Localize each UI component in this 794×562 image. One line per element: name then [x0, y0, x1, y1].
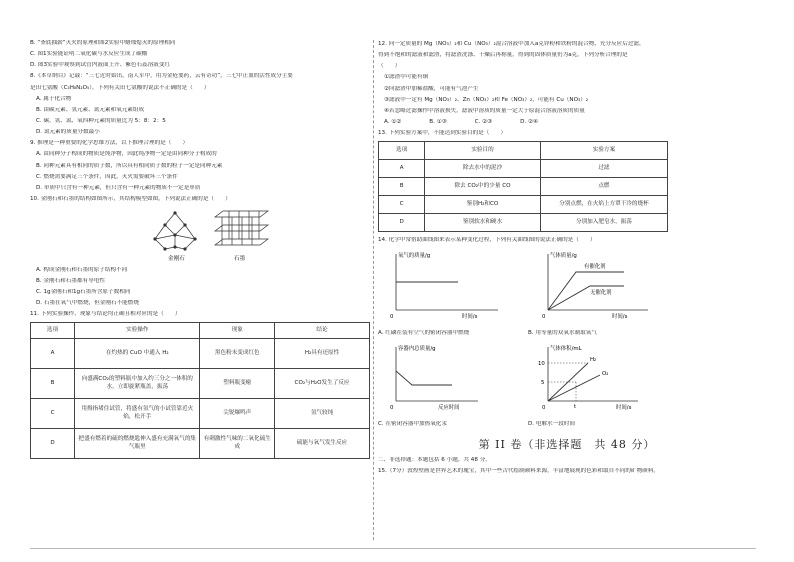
- section-intro: 二、非选择题：本题包括 6 小题，共 48 分。: [378, 456, 491, 463]
- section-title: 第 II 卷（非选择题 共 48 分）: [478, 438, 656, 451]
- tick-label: 5: [541, 380, 545, 387]
- graphite-label: 石墨: [234, 256, 246, 263]
- section-two: [378, 436, 756, 479]
- option-c: C. 1g金刚石和1g石墨所含原子数相同: [36, 288, 131, 295]
- table-cell: B: [31, 369, 75, 399]
- table-cell: 氢气较纯: [275, 399, 370, 429]
- answer-choices: A. ①② B. ①③ C. ②③ D. ②④: [384, 118, 539, 125]
- table-cell: 过滤: [540, 160, 667, 178]
- question-stem: 是田七氨酸（C₅H₈N₂O₅），下列有关田七氨酸的说法不正确的是（ ）: [30, 84, 210, 91]
- question-13: [378, 130, 756, 232]
- question-8: [30, 73, 370, 136]
- x-axis-label: 反应时间: [438, 405, 460, 412]
- table-cell: 分别加入肥皂水，振荡: [540, 214, 667, 232]
- table-cell: 黑色粉末变成红色: [200, 339, 275, 369]
- series-label: 无催化剂: [590, 290, 612, 297]
- text-line: D. 图3实验中观察到试管内液面上升、紫色石蕊溶液变红: [30, 62, 171, 69]
- graph-caption: A. 红磷在装有空气的密闭容器中燃烧: [378, 329, 470, 336]
- table-header: 选项: [379, 142, 425, 160]
- table-header: 现象: [200, 323, 275, 339]
- question-14: [378, 237, 756, 432]
- table-header: 实验操作: [75, 323, 200, 339]
- graph-caption: D. 电解水一段时间: [528, 420, 576, 427]
- tick-label: t: [574, 404, 577, 411]
- table-row: [31, 369, 370, 399]
- option-c: C. 燃烧需要满足三个条件，因此，灭火需要破坏三个条件: [36, 173, 178, 180]
- table-cell: 把盛有燃着的硫的燃烧匙伸入盛有充满氧气的集气瓶里: [75, 429, 200, 459]
- table-cell: B: [379, 178, 425, 196]
- table-row: [31, 339, 370, 369]
- statement: ③滤液中一定有 Mg（NO₃）₂、Zn（NO₃）₂和 Fe（NO₃）₂，可能有 Cu（NO₃）₂: [384, 96, 589, 103]
- table-cell: C: [31, 399, 75, 429]
- table-row: [379, 160, 668, 178]
- option-b: B. 由碳元素、氢元素、氮元素和氧元素组成: [36, 106, 145, 113]
- carbon-structures-figure: [30, 207, 370, 263]
- series-line-catalyst: [548, 272, 624, 310]
- table-cell: 塑料瓶变瘪: [200, 369, 275, 399]
- question-stem: 10. 金刚石和石墨的结构如图所示，其结构模型如图，下列说法正确的是（ ）: [30, 195, 231, 202]
- experiment-table: [30, 322, 370, 459]
- origin-label: 0: [390, 314, 394, 321]
- question-stem: 9. 推理是一种重要的化学思维方法，以下推理合理的是（ ）: [30, 140, 189, 147]
- text-line: C. 图1实验能证明二氧化碳与水反应生成了碳酸: [30, 51, 148, 58]
- table-cell: D: [379, 214, 425, 232]
- plan-table: [378, 141, 668, 232]
- series-line-o2: [548, 375, 600, 401]
- table-cell: CO₂与H₂O发生了反应: [275, 369, 370, 399]
- y-axis-label: 氧气的质量/g: [398, 253, 431, 260]
- graph-caption: C. 在密闭容器中加热氧化汞: [378, 420, 447, 427]
- series-line: [396, 371, 452, 385]
- graph-d-svg: [528, 341, 678, 417]
- graphite-structure-icon: [215, 211, 268, 245]
- option-a: A. 构成金刚石和石墨的原子结构不同: [36, 266, 128, 273]
- y-axis-label: 气体质量/g: [550, 253, 577, 260]
- table-cell: D: [31, 429, 75, 459]
- statement: ②向滤渣中加稀盐酸，可能有气泡产生: [384, 85, 479, 92]
- table-cell: C: [379, 196, 425, 214]
- table-cell: 除去水中的泥沙: [425, 160, 541, 178]
- question-12: [378, 41, 756, 127]
- series-label: 有催化剂: [584, 264, 606, 271]
- table-header: 实验方案: [540, 142, 667, 160]
- option-b: B. 同种元素具有相同的质子数，所以具有相同质子数的粒子一定是同种元素: [36, 162, 223, 169]
- option-a: A. 属于化合物: [36, 95, 72, 102]
- table-cell: 鉴别H₂和CO: [425, 196, 541, 214]
- graph-b: [528, 248, 678, 341]
- graph-row-bottom: [378, 341, 678, 432]
- graph-b-svg: [528, 248, 678, 326]
- series-line-no-catalyst: [548, 286, 624, 310]
- option-d: D. 氮元素的质量分数最小: [36, 129, 100, 136]
- graph-c-svg: [378, 341, 528, 417]
- table-cell: 鉴别软水和硬水: [425, 214, 541, 232]
- right-column: [378, 40, 756, 474]
- question-stem: 14. 化学中常借助曲线图来表示某种变化过程，下列有关曲线图的说法正确的是（ ）: [378, 237, 596, 244]
- diamond-structure-icon: [153, 212, 196, 251]
- table-cell: 点燃: [540, 178, 667, 196]
- x-axis-label: 时间/s: [616, 405, 632, 412]
- question-stem: 得到不饱和的滤液和滤渣，将滤渣洗涤、干燥后再称量，得到的固体质量仍为a克。下列分析合理的是: [378, 52, 628, 59]
- question-9: [30, 140, 370, 192]
- question-stem: 13. 下列实验方案中，不能达到实验目的是（ ）: [378, 130, 507, 137]
- option-d: D. 单质中只含有一种元素，但只含有一种元素的物质不一定是单质: [36, 184, 201, 191]
- table-header: 实验目的: [425, 142, 541, 160]
- x-axis-label: 时间/s: [462, 314, 478, 321]
- left-column: [30, 40, 370, 459]
- table-cell: 除去 CO₂中的少量 CO: [425, 178, 541, 196]
- graph-a: [378, 248, 528, 341]
- table-row: [31, 429, 370, 459]
- y-axis-label: 气体体积/mL: [550, 346, 582, 353]
- question-15-stem: 15.（7分）敦煌壁画是世界艺术的瑰宝，其中一些古代绘制颜料来源，丰富地展现的色彩和取自不同的矿物颜料。: [378, 467, 659, 474]
- column-divider: [373, 40, 374, 540]
- series-label: O₂: [602, 371, 609, 378]
- question-stem: 8.《本草纲目》记载：“三七近时始出，南人军中，用为金疮要药，云有奇功”。三七中止血的活性成分主要: [30, 73, 293, 80]
- graph-a-svg: [378, 248, 528, 326]
- table-cell: 分别点燃，在火焰上方罩干冷的烧杯: [540, 196, 667, 214]
- table-header-row: [31, 323, 370, 339]
- option-d: D. 石墨在氧气中燃烧，但金刚石不能燃烧: [36, 300, 139, 307]
- series-label: H₂: [590, 357, 597, 364]
- table-header: 结论: [275, 323, 370, 339]
- table-row: [31, 399, 370, 429]
- option-a: A. 由同种分子构成的物质是纯净物，因此纯净物一定是由同种分子构成的: [36, 151, 217, 158]
- table-header: 选项: [31, 323, 75, 339]
- statement: ①滤渣中可能有铜: [384, 74, 429, 81]
- graph-caption: B. 用等量的双氧水制取氧气: [528, 329, 597, 336]
- table-cell: 硫能与氧气发生反应: [275, 429, 370, 459]
- question-stem: 12. 向一定质量的 Mg（NO₃）₂和 Cu（NO₃）₂混合溶液中加入a克锌粉和铁粉的混合物，充分反应后过滤，: [378, 41, 645, 47]
- table-row: [379, 214, 668, 232]
- table-cell: A: [31, 339, 75, 369]
- table-cell: 向盛满CO₂的塑料瓶中加入约三分之一体积的水，立即旋紧瓶盖，振荡: [75, 369, 200, 399]
- x-axis-label: 时间/s: [612, 314, 628, 321]
- table-cell: 在灼热的 CuO 中通入 H₂: [75, 339, 200, 369]
- footer-rule: [30, 548, 756, 549]
- table-row: [379, 178, 668, 196]
- origin-label: 0: [390, 405, 394, 412]
- table-cell: 尖锐爆鸣声: [200, 399, 275, 429]
- origin-label: 0: [542, 405, 546, 412]
- question-11: [30, 311, 370, 459]
- option-c: C. 碳、氢、氮、氧四种元素的质量比为 5：8：2：5: [36, 117, 166, 124]
- question-stem: 11. 下列实验操作、现象与结论均正确且相对应的是（ ）: [30, 311, 181, 318]
- origin-label: 0: [542, 314, 546, 321]
- question-stem: （ ）: [378, 63, 401, 70]
- table-header-row: [379, 142, 668, 160]
- statement: ④若忽略过滤操作中溶液损失，滤液中溶质的质量一定大于原混合溶液溶质的质量: [384, 107, 585, 114]
- table-cell: H₂具有还原性: [275, 339, 370, 369]
- table-cell: 用拇指堵住试管，将盛有氢气的小试管靠近火焰，松开手: [75, 399, 200, 429]
- graph-d: [528, 341, 678, 432]
- option-b: B. 金刚石和石墨都有导电性: [36, 277, 105, 284]
- table-cell: A: [379, 160, 425, 178]
- tick-label: 10: [538, 361, 545, 368]
- graph-c: [378, 341, 528, 432]
- table-row: [379, 196, 668, 214]
- question-10: [30, 196, 370, 308]
- y-axis-label: 容器内总质量/g: [398, 346, 436, 353]
- table-cell: 有刺激性气味的二氧化硫生成: [200, 429, 275, 459]
- text-line: B. “釜底抽薪”灭火的原理和图2实验中蜡烛熄灭的原理相同: [30, 40, 176, 46]
- diamond-label: 金刚石: [168, 256, 185, 263]
- graph-row-top: [378, 248, 678, 341]
